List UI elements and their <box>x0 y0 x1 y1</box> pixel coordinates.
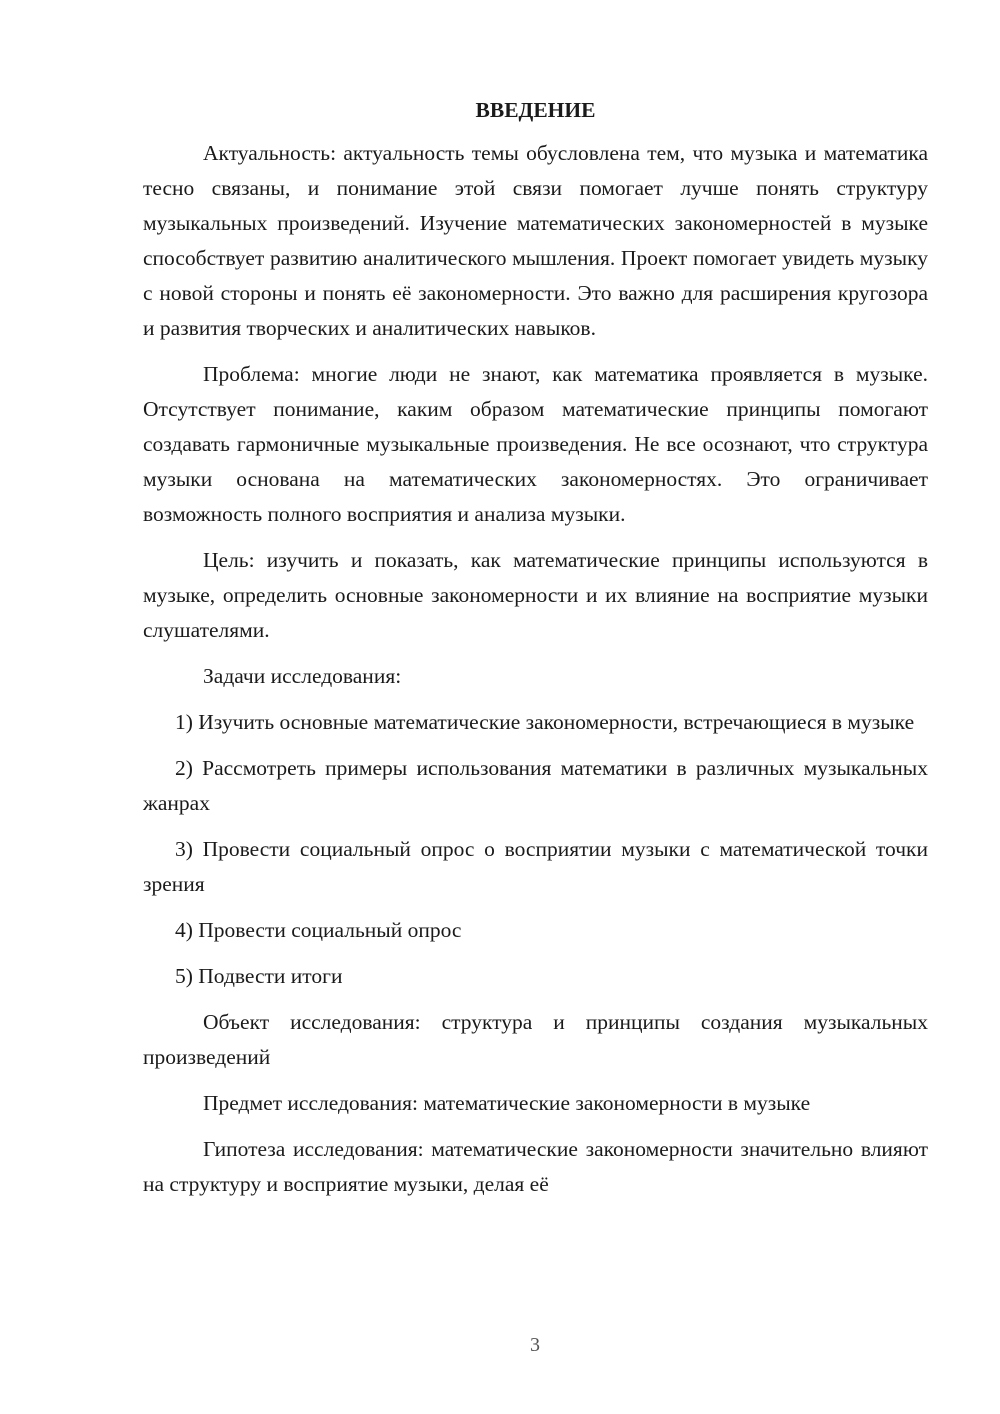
task-item-2: 2) Рассмотреть примеры использования математики в различных музыкальных жанрах <box>143 756 928 815</box>
paragraph-goal: Цель: изучить и показать, как математические принципы используются в музыке, определить основные закономерности и их влияние на восприятие музыки слушателями. <box>143 548 928 642</box>
task-item-3: 3) Провести социальный опрос о восприятии музыки с математической точки зрения <box>143 837 928 896</box>
task-item-1: 1) Изучить основные математические закономерности, встречающиеся в музыке <box>175 710 915 734</box>
paragraph-hypothesis: Гипотеза исследования: математические закономерности значительно влияют на структуру и восприятие музыки, делая её <box>143 1137 928 1196</box>
paragraph-subject: Предмет исследования: математические закономерности в музыке <box>203 1091 811 1115</box>
paragraph-object: Объект исследования: структура и принципы создания музыкальных произведений <box>143 1010 928 1069</box>
paragraph-problem: Проблема: многие люди не знают, как математика проявляется в музыке. Отсутствует понимание, каким образом математические принципы помогают создавать гармоничные музыкальные произведения. Не все осознают, что структура музыки основана на математических закономерностях. Это ограничивает возможность полного восприятия и анализа музыки. <box>143 362 928 526</box>
task-item-4: 4) Провести социальный опрос <box>175 918 462 942</box>
paragraph-tasks-heading: Задачи исследования: <box>203 664 402 688</box>
paragraph-relevance: Актуальность: актуальность темы обусловлена тем, что музыка и математика тесно связаны, и понимание этой связи помогает лучше понять структуру музыкальных произведений. Изучение математических закономерностей в музыке способствует развитию аналитического мышления. Проект помогает увидеть музыку с новой стороны и понять её закономерности. Это важно для расширения кругозора и развития творческих и аналитических навыков. <box>143 141 928 340</box>
page-number: 3 <box>530 1334 540 1356</box>
document-body <box>143 96 928 1202</box>
task-item-5: 5) Подвести итоги <box>175 964 343 988</box>
section-title: ВВЕДЕНИЕ <box>475 98 596 122</box>
